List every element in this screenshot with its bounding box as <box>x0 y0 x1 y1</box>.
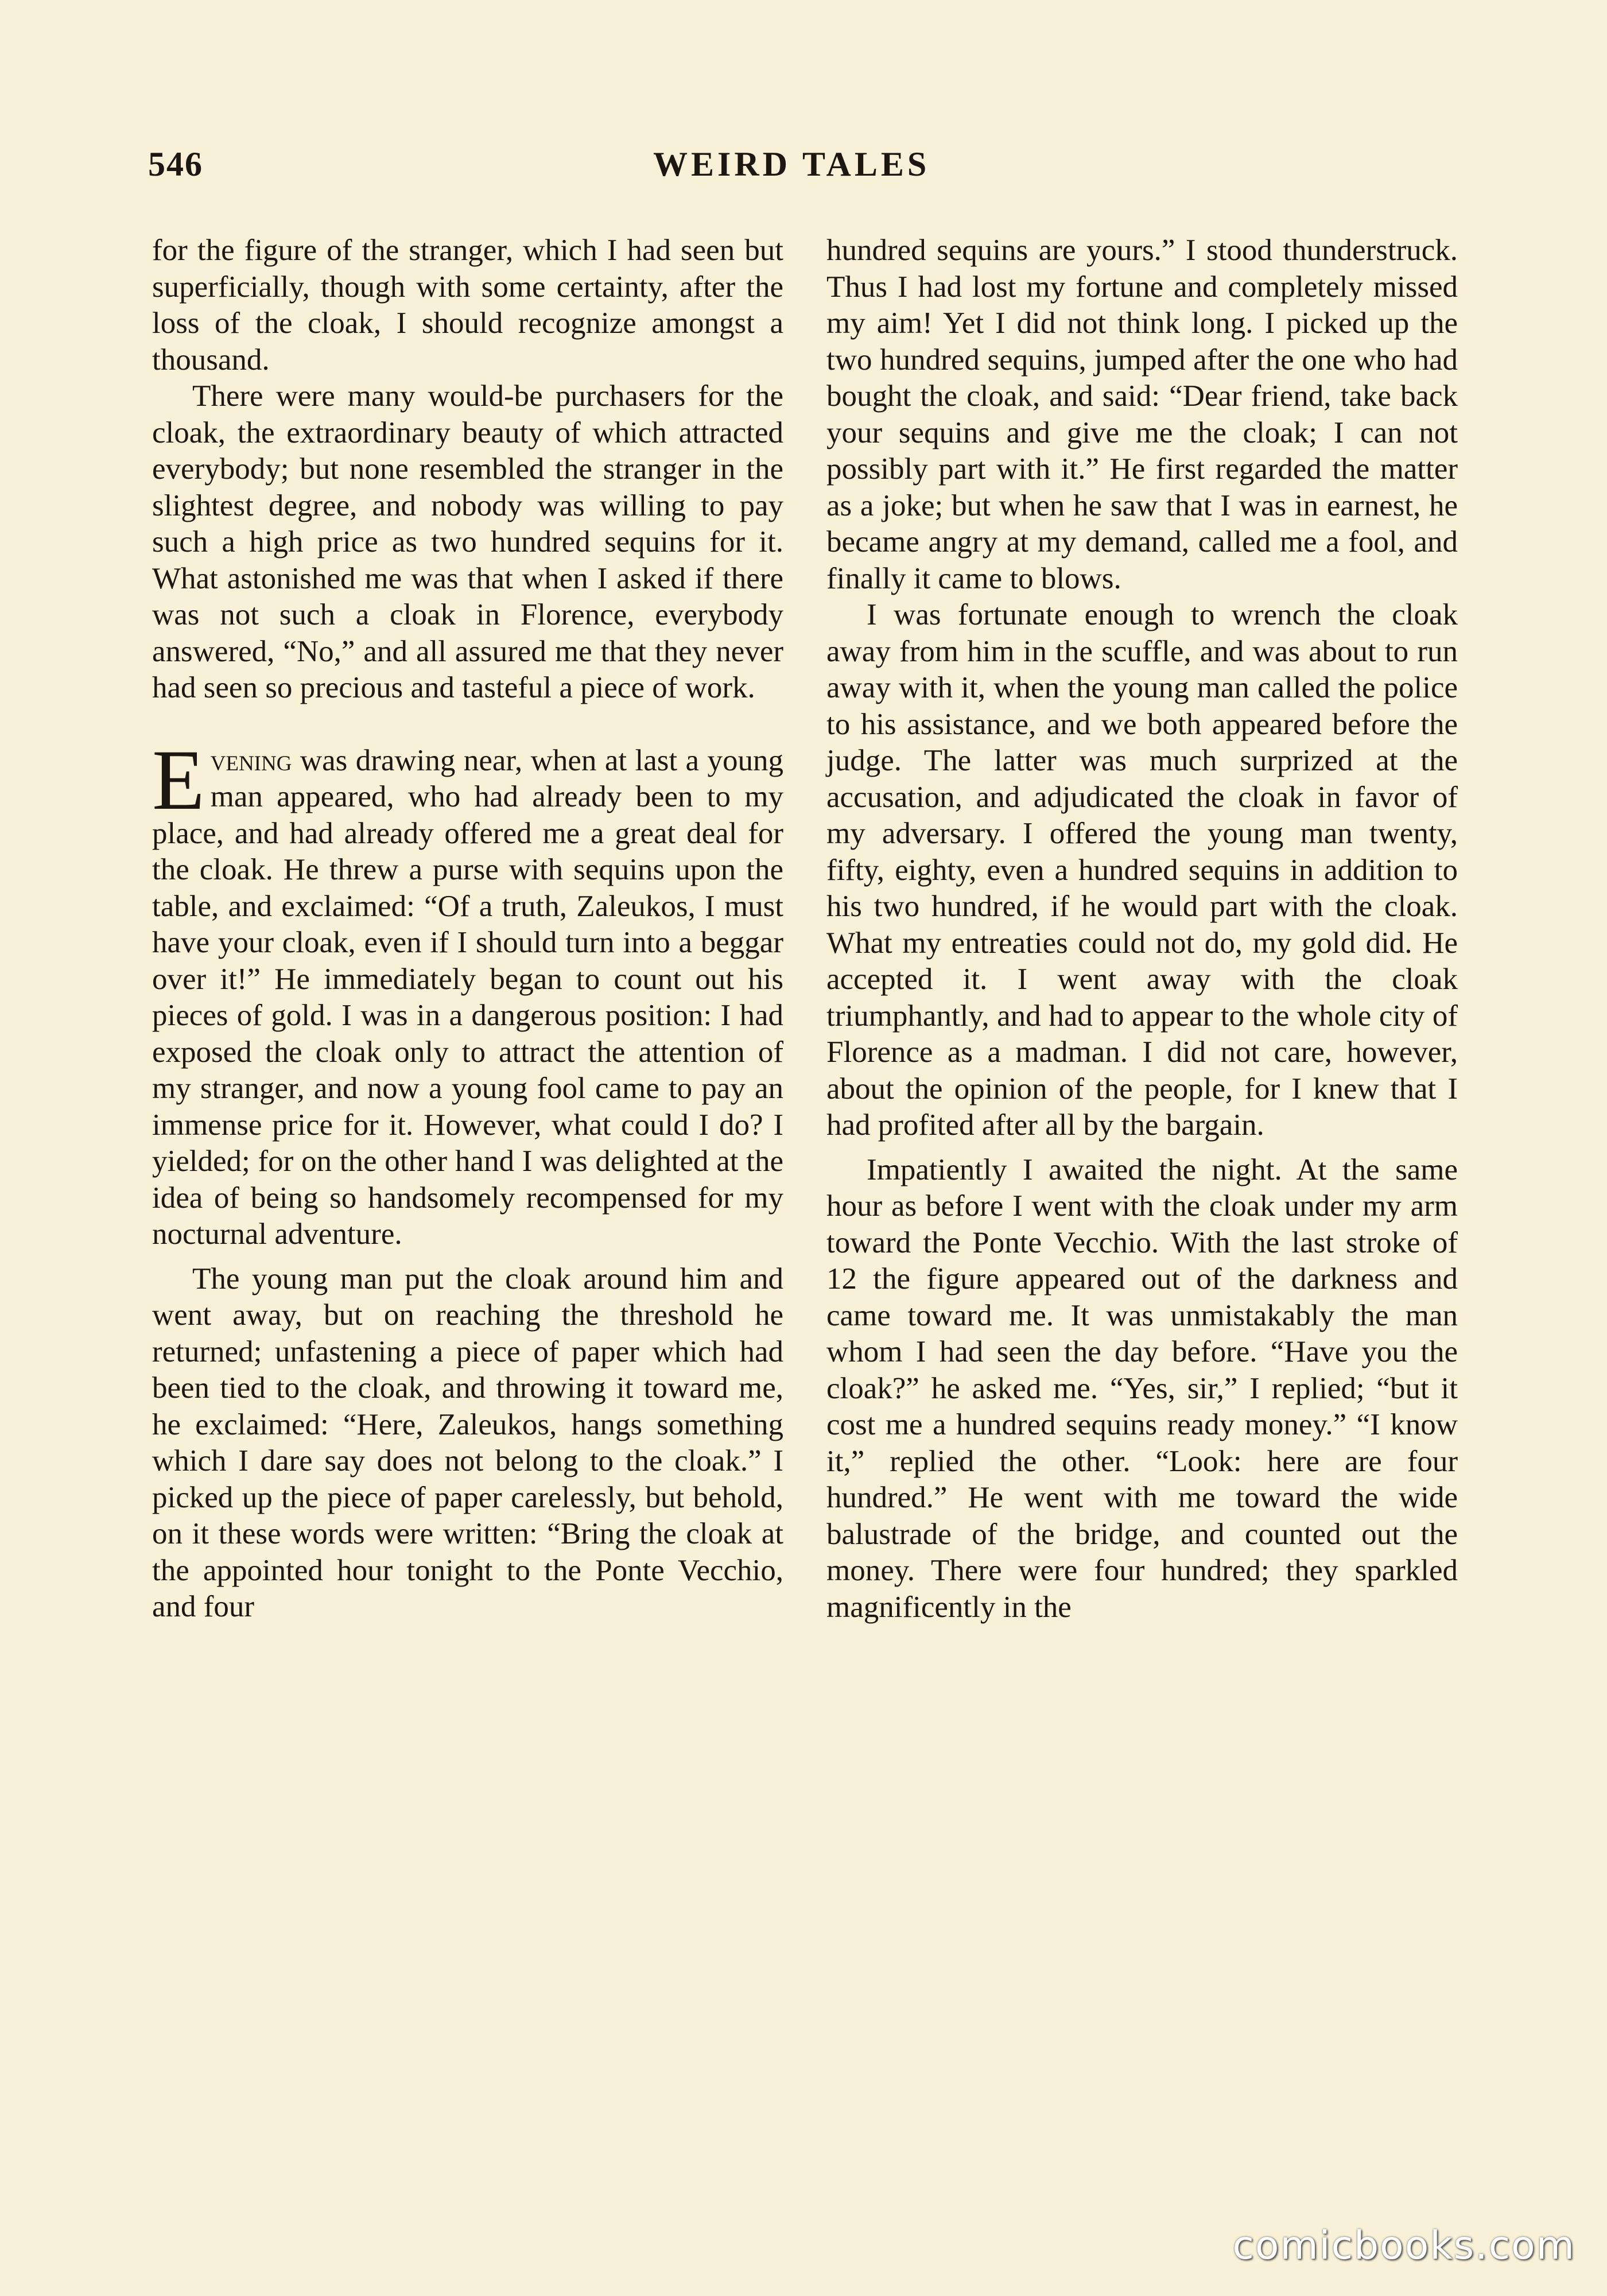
drop-cap: E <box>152 732 205 828</box>
page-header <box>0 145 1607 191</box>
right-paragraph-3: Impatiently I awaited the night. At the same hour as before I went with the cloak under my arm toward the Ponte Vecchio. With the last stroke of 12 the figure appeared out of the darkness and came toward me. It was unmistakably the man whom I had seen the day before. “Have you the cloak?” he asked me. “Yes, sir,” I replied; “but it cost me a hundred sequins ready money.” “I know it,” replied the other. “Look: here are four hundred.” He went with me toward the wide balustrade of the bridge, and counted out the money. There were four hundred; they sparkled magnificently in the <box>826 1153 1458 1624</box>
left-paragraph-2: There were many would-be purchasers for the cloak, the extraordinary beauty of which attracted everybody; but none resembled the stranger in the slightest degree, and nobody was willing to pay such a high price as two hundred sequins for it. What astonished me was that when I asked if there was not such a cloak in Florence, everybody answered, “No,” and all assured me that they never had seen so precious and tasteful a piece of work. <box>152 379 783 704</box>
running-title: WEIRD TALES <box>653 145 930 183</box>
right-paragraph-1: hundred sequins are yours.” I stood thunderstruck. Thus I had lost my fortune and completely missed my aim! Yet I did not think long. I picked up the two hundred sequins, jumped after the one who had bought the cloak, and said: “Dear friend, take back your sequins and give me the cloak; I can not possibly part with it.” He first regarded the matter as a joke; but when he saw that I was in earnest, he became angry at my demand, called me a fool, and finally it came to blows. <box>826 234 1458 595</box>
left-paragraph-4: The young man put the cloak around him and went away, but on reaching the threshold he returned; unfastening a piece of paper which had been tied to the cloak, and throwing it toward me, he exclaimed: “Here, Zaleukos, hangs something which I dare say does not belong to the cloak.” I picked up the piece of paper carelessly, but behold, on it these words were written: “Bring the cloak at the appointed hour tonight to the Ponte Vecchio, and four <box>152 1262 783 1623</box>
section-opening-word: vening <box>210 743 292 777</box>
left-paragraph-3 <box>152 732 783 1253</box>
left-column <box>152 232 783 1626</box>
section-body-text: was drawing near, when at last a young man appeared, who had already been to my place, and had already offered me a great deal for the cloak. He threw a purse with sequins upon the table, and exclaimed: “Of a truth, Zaleukos, I must have your cloak, even if I should turn into a beggar over it!” He immediately began to count out his pieces of gold. I was in a dangerous position: I had exposed the cloak only to attract the attention of my stranger, and now a young fool came to pay an immense price for it. However, what could I do? I yielded; for on the other hand I was delighted at the idea of being so handsomely recompensed for my nocturnal adventure. <box>152 743 783 1251</box>
page-number: 546 <box>148 145 203 183</box>
site-watermark: comicbooks.com <box>1232 2223 1575 2268</box>
right-paragraph-2: I was fortunate enough to wrench the cloak away from him in the scuffle, and was about to run away with it, when the young man called the police to his assistance, and we both appeared before the judge. The latter was much surprized at the accusation, and adjudicated the cloak in favor of my adversary. I offered the young man twenty, fifty, eighty, even a hundred sequins in addition to his two hundred, if he would part with the cloak. What my entreaties could not do, my gold did. He accepted it. I went away with the cloak triumphantly, and had to appear to the whole city of Florence as a madman. I did not care, however, about the opinion of the people, for I knew that I had profited after all by the bargain. <box>826 598 1458 1142</box>
left-paragraph-1: for the figure of the stranger, which I had seen but superficially, though with some certainty, after the loss of the cloak, I should recognize amongst a thousand. <box>152 234 783 377</box>
right-column <box>826 232 1458 1626</box>
